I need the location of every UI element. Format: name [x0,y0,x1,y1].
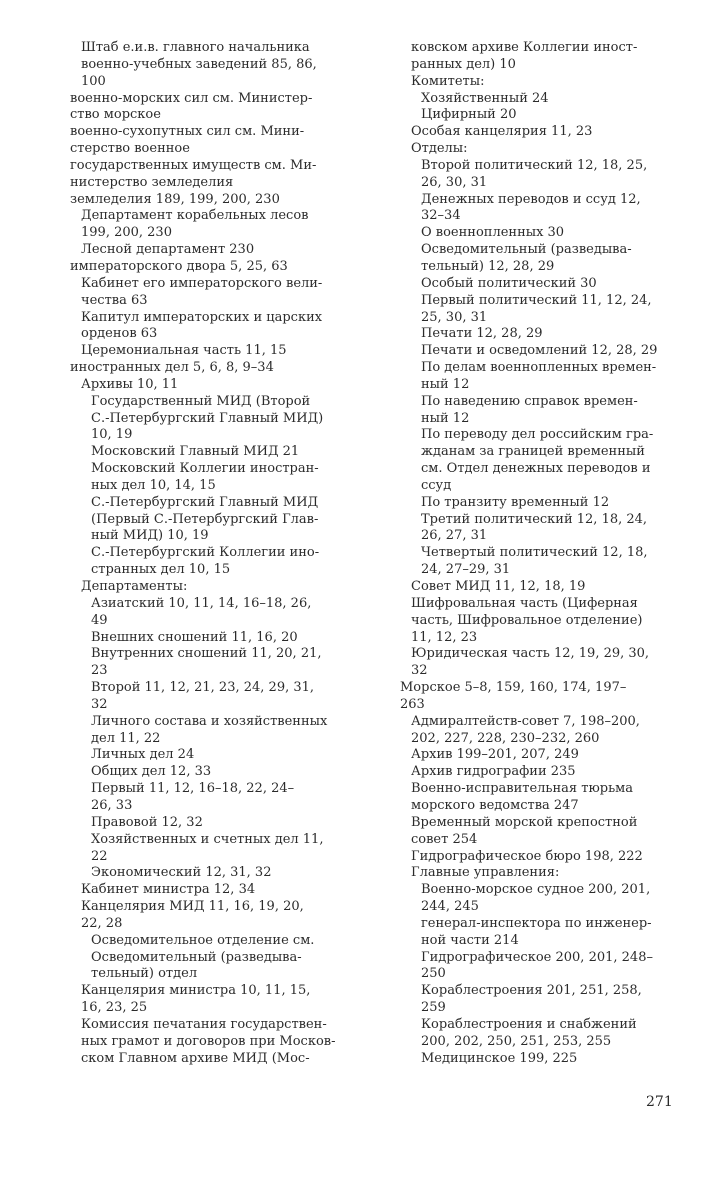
index-line: 200, 202, 250, 251, 253, 255 [421,1033,612,1049]
index-line: Общих дел 12, 33 [91,764,212,780]
index-line: Первый политический 11, 12, 24, [421,292,652,308]
index-line: Печати и осведомлений 12, 28, 29 [421,343,658,359]
index-line: Кабинет его императорского вели- [81,275,323,291]
index-line: морского ведомства 247 [411,797,579,813]
index-line: Московский Главный МИД 21 [91,444,300,460]
index-line: Канцелярия министра 10, 11, 15, [81,983,311,999]
index-line: Хозяйственных и счетных дел 11, [91,831,324,847]
index-line: 32 [91,696,108,712]
index-line: Азиатский 10, 11, 14, 16–18, 26, [91,595,312,611]
index-line: Экономический 12, 31, 32 [91,865,272,881]
index-line: ный 12 [421,376,470,392]
index-line: Церемониальная часть 11, 15 [81,343,287,359]
index-line: ство морское [70,107,161,123]
index-line: ной части 214 [421,932,519,948]
index-line: 26, 33 [91,797,133,813]
index-line: Кабинет министра 12, 34 [81,882,256,898]
index-line: По транзиту временный 12 [421,494,610,510]
index-line: С.-Петербургский Коллегии ино- [91,545,320,561]
index-line: ных грамот и договоров при Москов- [81,1033,336,1049]
index-line: ных дел 10, 14, 15 [91,477,216,493]
index-line: Личного состава и хозяйственных [91,713,328,729]
index-line: 25, 30, 31 [421,309,488,325]
index-line: Военно-исправительная тюрьма [411,781,634,797]
index-line: см. Отдел денежных переводов и [421,461,651,477]
index-line: 49 [91,612,108,628]
index-line: Штаб е.и.в. главного начальника [81,40,310,55]
index-line: 26, 27, 31 [421,528,488,544]
index-line: 202, 227, 228, 230–232, 260 [411,730,600,746]
index-line: Департаменты: [81,579,188,594]
index-line: Государственный МИД (Второй [91,393,311,409]
index-line: Денежных переводов и ссуд 12, [421,191,641,207]
index-line: 23 [91,663,108,679]
index-line: Особая канцелярия 11, 23 [411,124,593,140]
index-line: Гидрографическое 200, 201, 248– [421,949,653,965]
index-line: Второй 11, 12, 21, 23, 24, 29, 31, [91,680,315,696]
index-line: Второй политический 12, 18, 25, [421,157,648,173]
index-line: генерал-инспектора по инженер- [421,915,652,931]
index-line: По переводу дел российским гра- [421,427,654,443]
index-line: Комиссия печатания государствен- [81,1016,327,1032]
index-line: Юридическая часть 12, 19, 29, 30, [411,646,650,662]
index-line: тельный) отдел [91,966,198,982]
index-line: 11, 12, 23 [411,629,478,645]
index-line: Капитул императорских и царских [81,309,323,325]
index-line: 32 [411,663,428,679]
index-line: Кораблестроения 201, 251, 258, [421,983,642,999]
index-line: 199, 200, 230 [81,225,172,241]
index-line: 10, 19 [91,427,133,443]
index-line: чества 63 [81,292,148,308]
index-line: Архив 199–201, 207, 249 [411,747,579,763]
index-line: Третий политический 12, 18, 24, [421,511,648,527]
index-line: О военнопленных 30 [421,225,565,241]
index-line: дел 11, 22 [91,730,161,746]
index-line: императорского двора 5, 25, 63 [70,258,288,274]
index-line: ный 12 [421,410,470,426]
index-line: Правовой 12, 32 [91,814,203,830]
index-line: Четвертый политический 12, 18, [421,545,648,561]
index-line: нистерство земледелия [70,174,234,190]
index-line: государственных имуществ см. Ми- [70,157,317,173]
index-line: 24, 27–29, 31 [421,562,511,578]
index-line: Канцелярия МИД 11, 16, 19, 20, [81,899,304,915]
index-line: 250 [421,966,446,982]
index-line: странных дел 10, 15 [91,562,231,578]
index-line: Хозяйственный 24 [421,90,549,106]
index-line: Шифровальная часть (Циферная [411,595,638,611]
index-line: Внешних сношений 11, 16, 20 [91,629,298,645]
index-line: Временный морской крепостной [411,814,638,830]
index-line: Совет МИД 11, 12, 18, 19 [411,579,586,594]
index-line: 244, 245 [421,899,479,915]
index-line: Печати 12, 28, 29 [421,326,543,342]
index-line: Департамент корабельных лесов [81,208,309,224]
index-line: военно-морских сил см. Министер- [70,90,313,106]
index-line: военно-сухопутных сил см. Мини- [70,124,305,140]
index-line: земледелия 189, 199, 200, 230 [70,191,280,207]
index-line: Морское 5–8, 159, 160, 174, 197– [400,680,627,696]
index-line: Адмиралтейств-совет 7, 198–200, [411,713,640,729]
index-line: Кораблестроения и снабжений [421,1016,637,1032]
index-line: Медицинское 199, 225 [421,1050,578,1066]
index-line: Военно-морское судное 200, 201, [421,882,651,898]
index-line: Внутренних сношений 11, 20, 21, [91,646,322,662]
index-line: ском Главном архиве МИД (Мос- [81,1050,310,1066]
index-line: орденов 63 [81,326,158,342]
index-line: 259 [421,1000,446,1016]
index-line: Особый политический 30 [421,275,597,291]
index-line: По наведению справок времен- [421,393,638,409]
index-line: ссуд [421,477,452,493]
index-line: Московский Коллегии иностран- [91,461,319,477]
index-line: 22, 28 [81,915,123,931]
index-line: Осведомительный (разведыва- [421,242,632,258]
index-line: ранных дел) 10 [411,56,516,72]
index-line: Осведомительный (разведыва- [91,949,302,965]
index-line: 100 [81,73,106,89]
index-line: Архив гидрографии 235 [411,764,576,780]
index-line: Отделы: [411,141,468,157]
index-line: жданам за границей временный [421,444,645,460]
index-line: Осведомительное отделение см. [91,932,315,948]
index-column-right [400,40,682,1067]
index-line: Архивы 10, 11 [81,376,179,392]
index-line: По делам военнопленных времен- [421,360,657,376]
index-line: Цифирный 20 [421,107,517,123]
index-line: 22 [91,848,108,864]
index-line: тельный) 12, 28, 29 [421,258,555,274]
index-line: Лесной департамент 230 [81,242,255,258]
index-line: иностранных дел 5, 6, 8, 9–34 [70,360,274,376]
index-line: стерство военное [70,141,190,157]
index-line: часть, Шифровальное отделение) [411,612,643,628]
index-line: С.-Петербургский Главный МИД [91,494,319,510]
index-line: 32–34 [421,208,461,224]
index-line: Личных дел 24 [91,747,195,763]
index-line: 16, 23, 25 [81,1000,148,1016]
index-column-left [70,40,370,1067]
index-line: (Первый С.-Петербургский Глав- [91,511,319,527]
index-line: совет 254 [411,831,478,847]
index-line: ковском архиве Коллегии иност- [411,40,638,55]
index-line: ный МИД) 10, 19 [91,528,209,544]
index-line: С.-Петербургский Главный МИД) [91,410,324,426]
index-line: Первый 11, 12, 16–18, 22, 24– [91,781,295,797]
index-line: 26, 30, 31 [421,174,488,190]
index-line: Гидрографическое бюро 198, 222 [411,848,643,864]
index-line: военно-учебных заведений 85, 86, [81,56,317,72]
index-line: 263 [400,696,425,712]
index-line: Комитеты: [411,73,485,89]
index-line: Главные управления: [411,865,560,881]
page-number: 271 [646,1094,673,1110]
